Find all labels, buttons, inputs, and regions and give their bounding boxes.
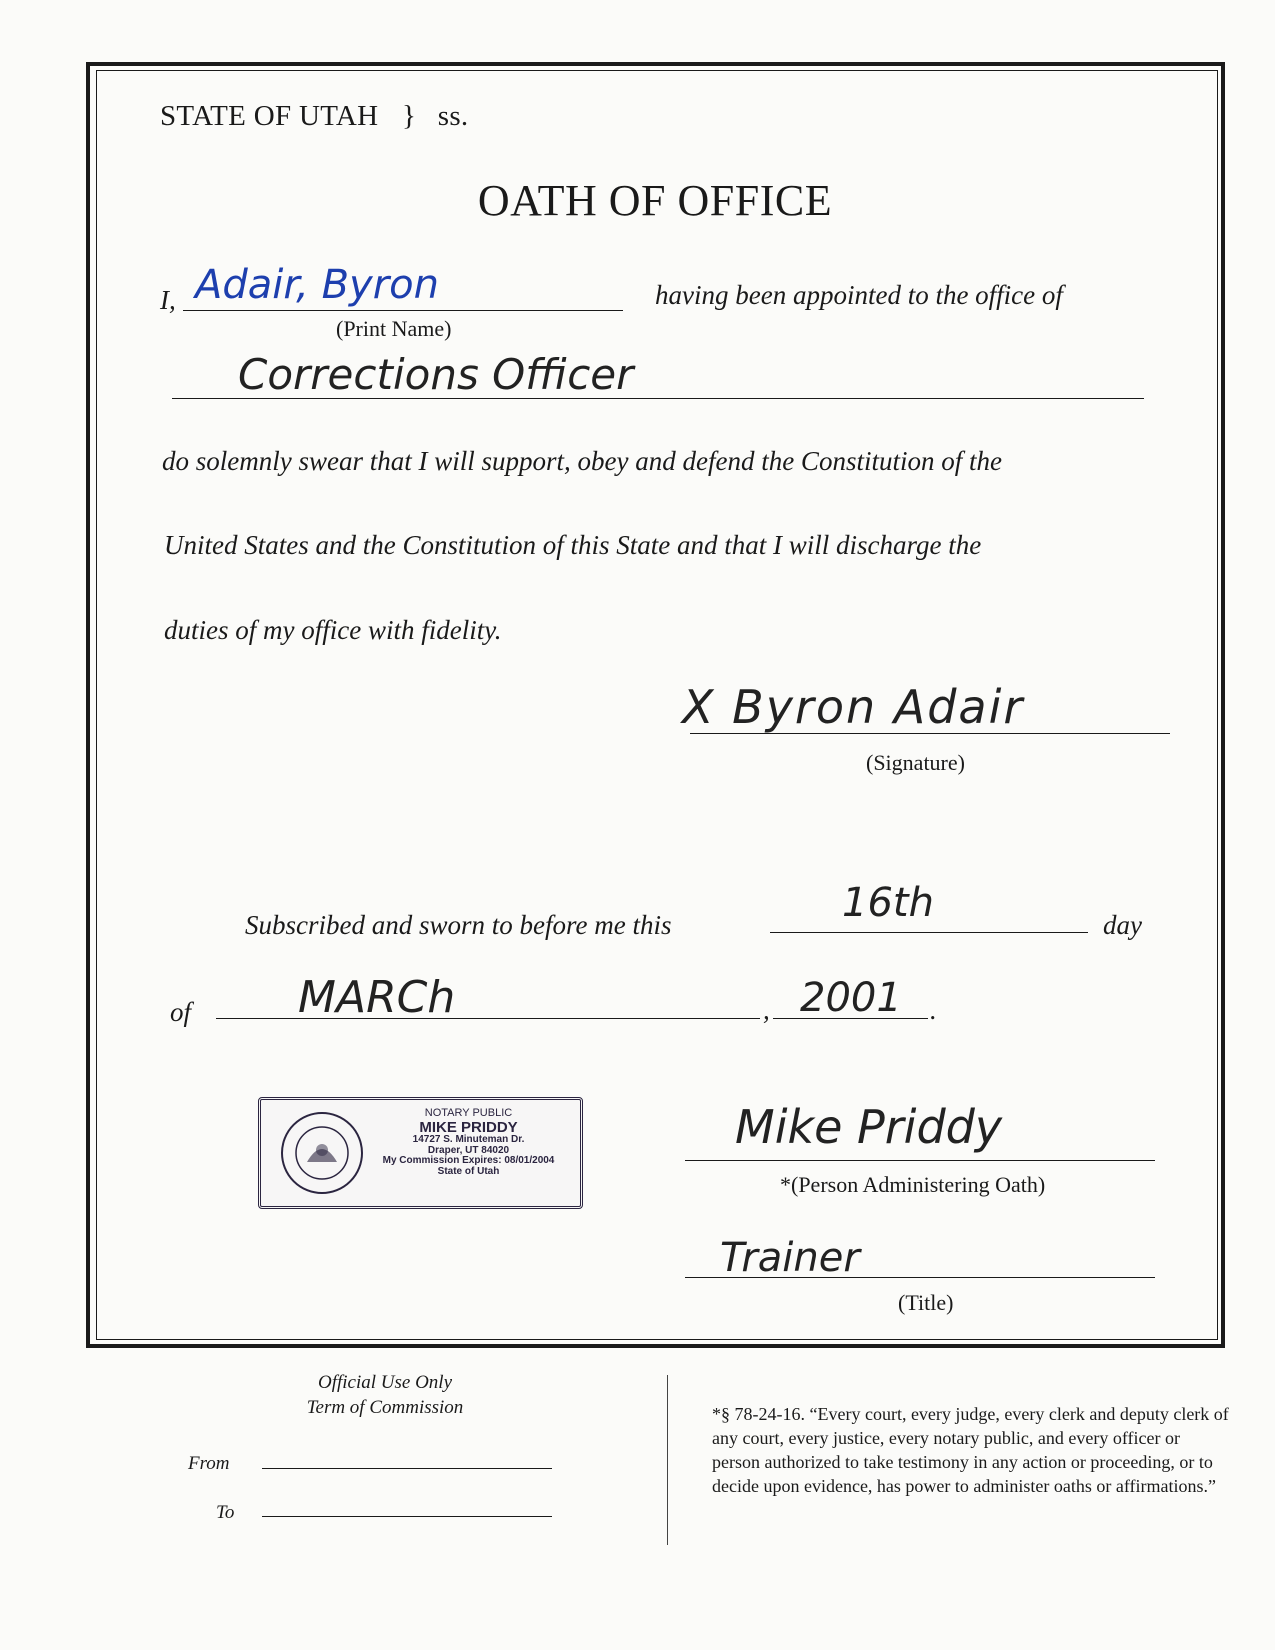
subscribed-text: Subscribed and sworn to before me this	[245, 910, 672, 940]
administrator-signature[interactable]: Mike Priddy	[735, 1100, 1003, 1154]
period: .	[930, 995, 937, 1025]
footer-divider	[667, 1375, 668, 1545]
print-name-caption: (Print Name)	[336, 316, 452, 341]
day-value[interactable]: 16th	[842, 880, 934, 926]
month-value[interactable]: MARCh	[298, 972, 456, 1023]
comma: ,	[763, 995, 770, 1025]
office-value[interactable]: Corrections Officer	[238, 350, 634, 399]
oath-line-2: United States and the Constitution of this State and that I will discharge the	[164, 530, 982, 560]
notary-stamp-text: NOTARY PUBLIC MIKE PRIDDY 14727 S. Minuteman Dr. Draper, UT 84020 My Commission Expires: 08/01/2004 State of Utah	[382, 1107, 555, 1177]
official-use-block: Official Use Only Term of Commission	[306, 1372, 464, 1418]
page-title: OATH OF OFFICE	[477, 176, 833, 225]
from-field[interactable]	[262, 1468, 552, 1469]
oath-line-3: duties of my office with fidelity.	[164, 615, 502, 645]
state-seal-icon	[281, 1112, 363, 1194]
intro-i: I,	[160, 285, 176, 315]
print-name-line	[183, 310, 623, 311]
title-value[interactable]: Trainer	[720, 1235, 860, 1281]
notary-stamp	[258, 1097, 583, 1209]
administering-caption: *(Person Administering Oath)	[780, 1172, 1046, 1197]
state-heading: STATE OF UTAH } ss.	[160, 100, 469, 132]
signature-caption: (Signature)	[866, 750, 965, 775]
appointed-text: having been appointed to the office of	[655, 280, 1063, 310]
signature-value[interactable]: X Byron Adair	[682, 680, 1025, 734]
administrator-line	[685, 1160, 1155, 1161]
of-label: of	[170, 997, 192, 1027]
print-name-value[interactable]: Adair, Byron	[195, 262, 439, 308]
oath-line-1: do solemnly swear that I will support, obey and defend the Constitution of the	[162, 446, 1002, 476]
day-label: day	[1103, 910, 1142, 940]
from-label: From	[188, 1453, 230, 1474]
statute-footnote: *§ 78-24-16. “Every court, every judge, every clerk and deputy clerk of any court, every justice, every notary public, and every officer or person authorized to take testimony in any action or proceeding, or to decide upon evidence, has power to administer oaths or affirmations.”	[712, 1404, 1229, 1496]
to-field[interactable]	[262, 1516, 552, 1517]
title-caption: (Title)	[898, 1290, 954, 1315]
year-value[interactable]: 2001	[800, 975, 902, 1021]
day-line	[770, 932, 1088, 933]
to-label: To	[216, 1502, 235, 1523]
